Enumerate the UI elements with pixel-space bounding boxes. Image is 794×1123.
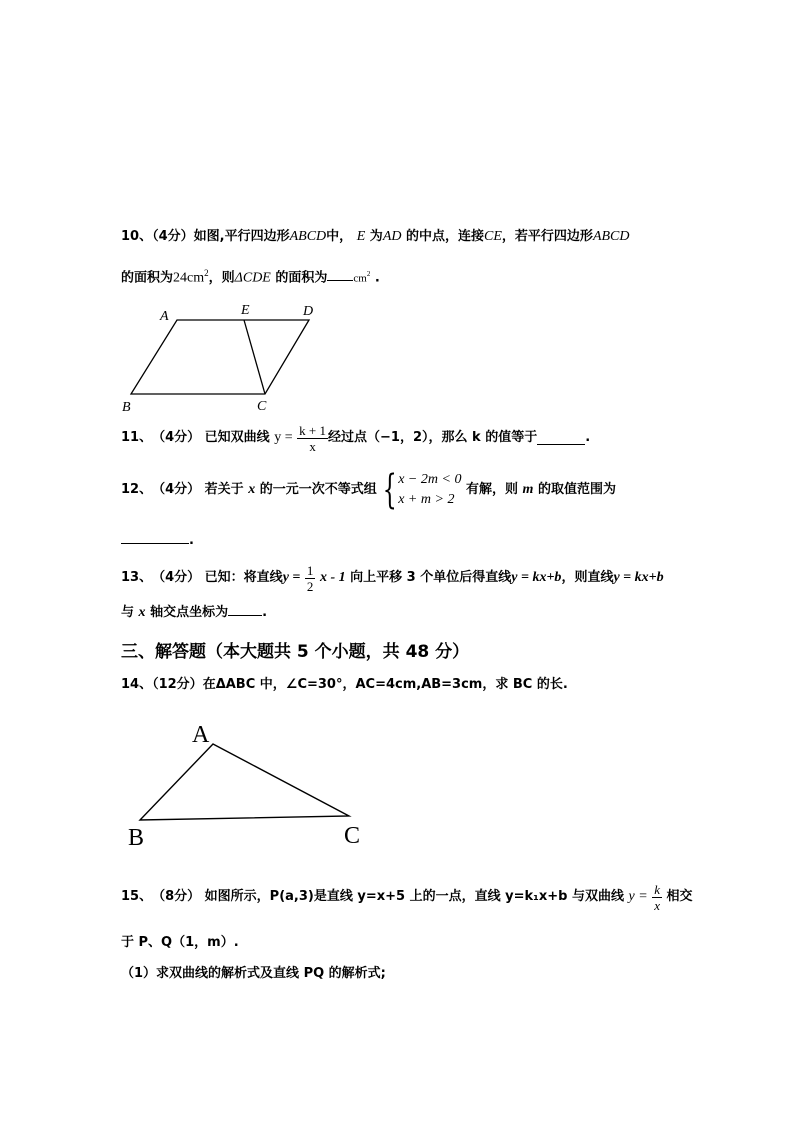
q13-fraction-numerator: 1 <box>306 562 314 578</box>
q10-ce: CE <box>484 229 502 244</box>
q10-text-5: ，若平行四边形 <box>501 229 593 244</box>
triangle-abc <box>140 744 349 820</box>
q15-score: （8分） <box>152 889 201 904</box>
label-d: D <box>303 304 314 319</box>
q13-end: . <box>262 605 268 620</box>
q10-triangle-cde: ΔCDE <box>234 270 271 286</box>
q10-text-area-of: 的面积为 <box>275 270 328 286</box>
q10-e: E <box>356 229 366 244</box>
q15-line-eq: y=k₁x+b <box>505 889 568 904</box>
q11-number: 11、 <box>121 430 153 445</box>
q11-fraction-denominator: x <box>309 438 316 454</box>
q12-x: x <box>248 482 256 497</box>
q11-fraction-numerator: k + 1 <box>299 422 326 438</box>
q12-end: . <box>189 533 194 548</box>
q13-score: （4分） <box>152 570 201 585</box>
q13-text-1: 已知：将直线 <box>204 570 283 585</box>
label-c: C <box>257 399 267 414</box>
q12-answer-blank[interactable] <box>121 531 189 544</box>
q10-text-4: 的中点，连接 <box>406 229 485 244</box>
q11-score: （4分） <box>152 430 201 445</box>
q12-brace: { <box>382 467 397 513</box>
q12-m: m <box>522 482 534 497</box>
q10-answer-unit: cm <box>353 272 367 285</box>
label-e: E <box>241 303 250 318</box>
q11-text-3: 的值等于 <box>485 430 538 445</box>
q15-fraction <box>652 882 662 913</box>
q10-number: 10、 <box>121 229 153 244</box>
q10-area-sup: 2 <box>204 268 209 278</box>
q13-text-with: 与 <box>121 605 135 620</box>
q15-text-1: 如图所示，P(a,3)是直线 y=x+5 上的一点，直线 <box>204 889 501 904</box>
q12-text-4: 的取值范围为 <box>537 482 616 497</box>
q15-text-2: 与双曲线 <box>571 889 624 904</box>
q10-area-value: 24 <box>173 270 188 286</box>
q10-answer-blank[interactable] <box>327 268 353 281</box>
q13-fraction-denominator: 2 <box>306 578 314 594</box>
q10-text-2: 中， <box>326 229 353 244</box>
q10-answer-sup: 2 <box>366 270 371 278</box>
q14-score: （12分） <box>152 677 203 692</box>
q13-number: 13、 <box>121 570 153 585</box>
q10-parallelogram-figure <box>115 298 330 416</box>
q15-subquestion-1: （1）求双曲线的解析式及直线 PQ 的解析式; <box>121 966 386 981</box>
q15-line2: 于 P、Q（1，m）. <box>121 935 239 950</box>
segment-ce <box>244 320 265 394</box>
q11-y-equals: y = <box>274 430 293 445</box>
q11-k: k <box>472 430 481 445</box>
q11-text-2: 经过点（−1，2），那么 <box>328 430 468 445</box>
q15-number: 15、 <box>121 889 153 904</box>
q10-line2 <box>121 265 380 286</box>
q14-line <box>121 677 568 693</box>
q11-line <box>121 420 590 456</box>
label-b: B <box>122 400 131 415</box>
label-a: A <box>160 309 169 324</box>
q15-y-equals: y = <box>628 889 648 904</box>
label-c: C <box>344 823 361 849</box>
q13-text-4: ，则直线 <box>561 570 614 585</box>
q13-x: x <box>138 605 146 620</box>
q13-answer-blank[interactable] <box>228 603 262 616</box>
section-3-heading: 三、解答题（本大题共 5 个小题，共 48 分） <box>121 642 470 662</box>
q13-line-eq-2: y = kx+b <box>613 570 664 585</box>
q11-text-1: 已知双曲线 <box>204 430 270 445</box>
q12-line <box>121 468 616 512</box>
q10-text-then: ，则 <box>208 270 235 286</box>
q13-expression: x - 1 <box>319 570 346 585</box>
q12-answer-line <box>121 531 194 549</box>
q12-number: 12、 <box>121 482 153 497</box>
q13-text-axis: 轴交点坐标为 <box>150 605 229 620</box>
q14-number: 14、 <box>121 677 153 692</box>
q10-ad: AD <box>382 229 402 244</box>
q10-text-3: 为 <box>369 229 383 244</box>
q10-area-label: 的面积为 <box>121 270 174 286</box>
q14-triangle-figure <box>120 715 380 855</box>
q10-line1 <box>121 229 630 245</box>
q13-y-equals: y = <box>282 570 301 585</box>
q13-fraction <box>305 563 316 594</box>
q12-inequality-2: x + m > 2 <box>398 492 455 507</box>
q12-score: （4分） <box>152 482 201 497</box>
q12-text-3: 有解，则 <box>465 482 518 497</box>
q10-score: （4分） <box>152 229 194 244</box>
q11-fraction <box>297 423 328 454</box>
q10-text-1: 如图,平行四边形 <box>193 229 290 244</box>
q11-answer-blank[interactable] <box>537 432 585 445</box>
q14-text: 在ΔABC 中，∠C=30°，AC=4cm,AB=3cm，求 BC 的长. <box>202 677 568 692</box>
q15-line1 <box>121 878 693 916</box>
q10-abcd: ABCD <box>289 229 327 244</box>
label-b: B <box>128 825 145 851</box>
q12-inequality-system <box>377 467 462 513</box>
q12-text-2: 的一元一次不等式组 <box>259 482 377 497</box>
q15-fraction-numerator: k <box>654 881 660 897</box>
q10-area-unit: cm <box>187 270 205 286</box>
q12-inequality-1: x − 2m < 0 <box>398 472 462 487</box>
q15-text-3: 相交 <box>666 889 693 904</box>
q11-end: . <box>585 430 591 445</box>
label-a: A <box>192 722 210 748</box>
q13-line1 <box>121 560 664 596</box>
q13-text-3: 向上平移 3 个单位后得直线 <box>350 570 512 585</box>
q10-end: . <box>374 270 380 286</box>
q13-line2 <box>121 603 267 621</box>
q10-abcd-2: ABCD <box>592 229 630 244</box>
q15-fraction-denominator: x <box>654 897 660 913</box>
q13-line-eq-1: y = kx+b <box>511 570 562 585</box>
parallelogram-abcd <box>131 320 309 394</box>
q12-text-1: 若关于 <box>204 482 244 497</box>
